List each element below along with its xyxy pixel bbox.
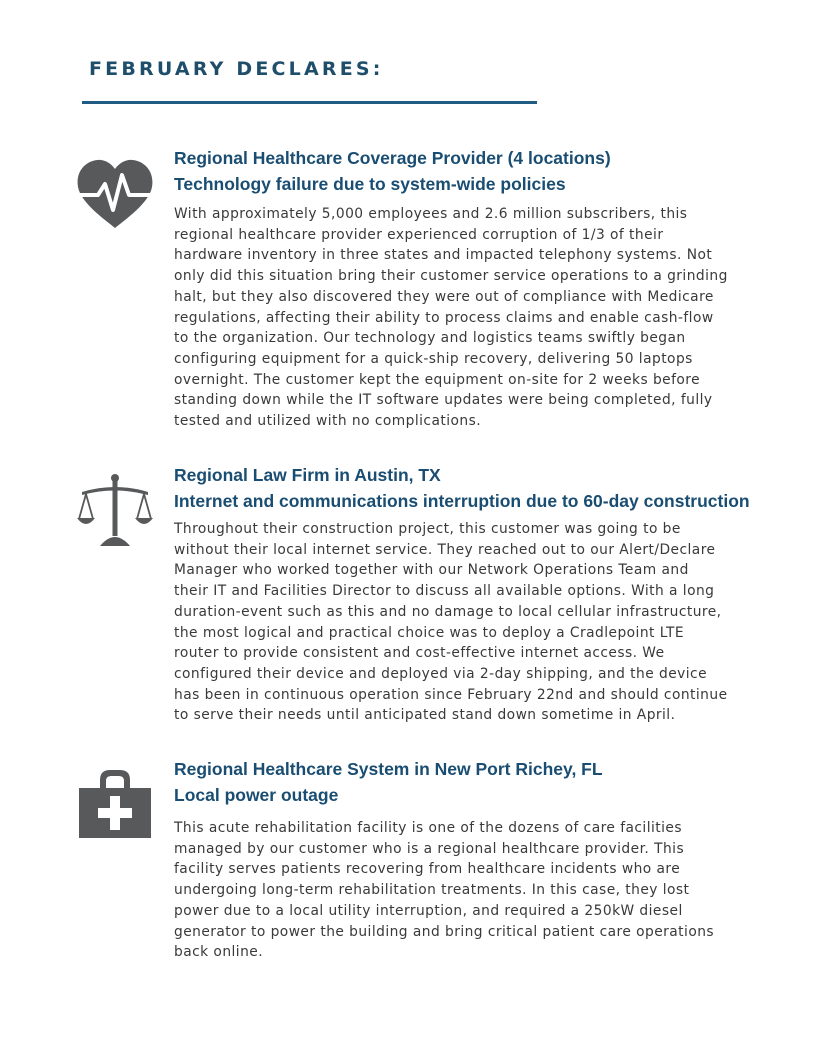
scales-of-justice-icon: [76, 472, 154, 548]
body-line: to the organization. Our technology and logistics teams swiftly began: [174, 330, 686, 347]
body-line: power due to a local utility interruption, and required a 250kW diesel: [174, 902, 683, 919]
body-line: standing down while the IT software updates were being completed, fully: [174, 392, 713, 409]
body-line: halt, but they also discovered they were out of compliance with Medicare: [174, 288, 714, 305]
body-line: overnight. The customer kept the equipment on-site for 2 weeks before: [174, 371, 701, 388]
title-divider: [82, 101, 537, 104]
body-line: regional healthcare provider experienced corruption of 1/3 of their: [174, 226, 664, 243]
body-line: facility serves patients recovering from healthcare incidents who are: [174, 861, 681, 878]
body-line: With approximately 5,000 employees and 2.6 million subscribers, this: [174, 206, 688, 222]
section-body: [174, 818, 764, 963]
body-line: only did this situation bring their customer service operations to a grinding: [174, 268, 728, 285]
body-line: their IT and Facilities Director to discuss all available options. With a long: [174, 583, 715, 600]
section-heading-line-2: Technology failure due to system-wide policies: [174, 174, 566, 194]
section-heading-line-1: Regional Healthcare Coverage Provider (4 locations): [174, 148, 611, 168]
section-body: [174, 519, 764, 726]
body-line: managed by our customer who is a regional healthcare provider. This: [174, 840, 685, 857]
section-heading-line-1: Regional Healthcare System in New Port Richey, FL: [174, 759, 603, 779]
body-line: generator to power the building and bring critical patient care operations: [174, 923, 715, 940]
section-body: [174, 204, 764, 432]
body-line: without their local internet service. They reached out to our Alert/Declare: [174, 541, 716, 558]
body-line: duration-event such as this and no damage to local cellular infrastructure,: [174, 603, 722, 620]
section-heading-line-1: Regional Law Firm in Austin, TX: [174, 465, 441, 485]
body-line: to serve their needs until anticipated stand down sometime in April.: [174, 707, 676, 724]
body-line: Manager who worked together with our Network Operations Team and: [174, 562, 689, 579]
body-line: has been in continuous operation since February 22nd and should continue: [174, 686, 728, 703]
body-line: configuring equipment for a quick-ship recovery, delivering 50 laptops: [174, 350, 693, 367]
section-heading-line-2: Internet and communications interruption due to 60-day construction: [174, 491, 750, 511]
section-heading-line-2: Local power outage: [174, 785, 339, 805]
body-line: Throughout their construction project, this customer was going to be: [174, 521, 681, 537]
body-line: tested and utilized with no complications.: [174, 413, 482, 430]
body-line: hardware inventory in three states and impacted telephony systems. Not: [174, 247, 713, 264]
body-line: undergoing long-term rehabilitation treatments. In this case, they lost: [174, 882, 690, 899]
body-line: configured their device and deployed via 2-day shipping, and the device: [174, 665, 708, 682]
body-line: the most logical and practical choice was to deploy a Cradlepoint LTE: [174, 624, 685, 641]
body-line: regulations, affecting their ability to process claims and enable cash-flow: [174, 309, 714, 326]
page-title: FEBRUARY DECLARES:: [89, 58, 384, 80]
body-line: This acute rehabilitation facility is one of the dozens of care facilities: [174, 820, 683, 836]
body-line: router to provide consistent and cost-effective internet access. We: [174, 645, 665, 662]
heartbeat-icon: [76, 158, 154, 232]
body-line: back online.: [174, 944, 264, 961]
medical-kit-icon: [76, 768, 154, 840]
